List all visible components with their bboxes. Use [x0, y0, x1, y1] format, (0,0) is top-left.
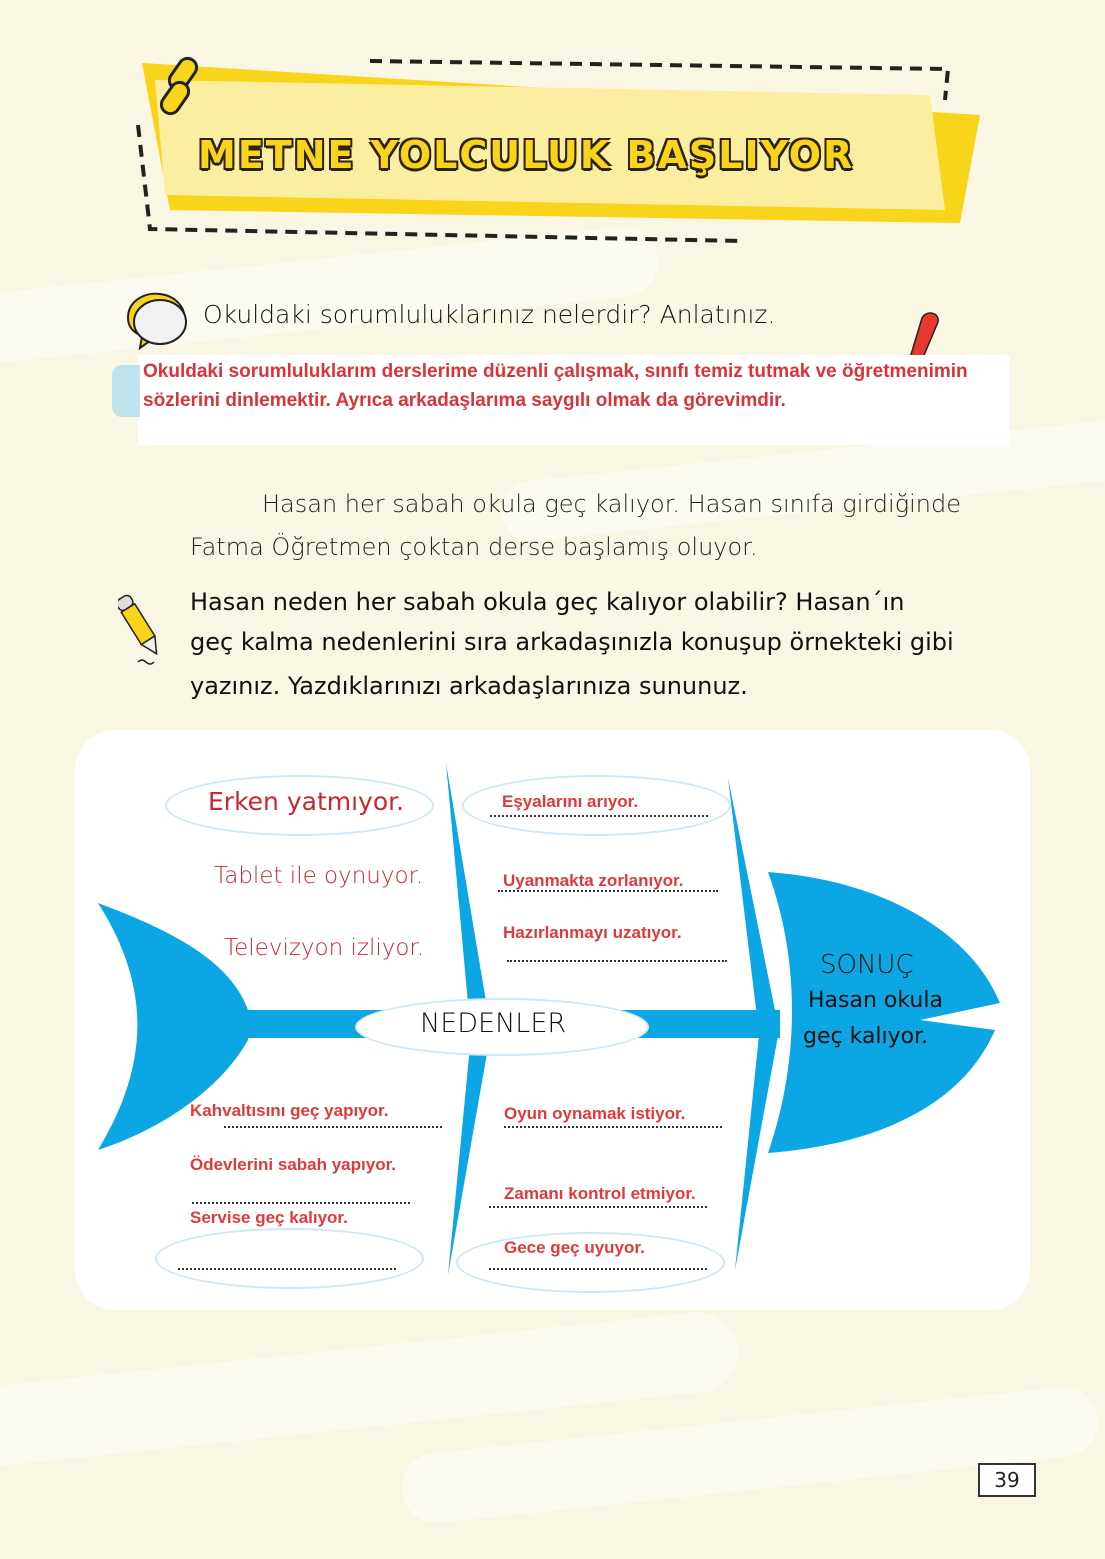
answer-line[interactable]	[498, 890, 718, 892]
answer-oval	[155, 1228, 424, 1289]
cause-bottom-left-1[interactable]: Kahvaltısını geç yapıyor.	[190, 1101, 389, 1120]
cause-top-right-2[interactable]: Uyanmakta zorlanıyor.	[503, 871, 684, 890]
answer-line[interactable]	[224, 1126, 442, 1128]
result-line-1: Hasan okula	[808, 988, 943, 1013]
answer-line[interactable]	[178, 1268, 396, 1270]
cause-bottom-right-1[interactable]: Oyun oynamak istiyor.	[504, 1104, 686, 1123]
cause-bottom-left-2[interactable]: Ödevlerini sabah yapıyor.	[190, 1155, 396, 1174]
result-line-2: geç kalıyor.	[803, 1024, 929, 1049]
task-line-2: geç kalma nedenlerini sıra arkadaşınızla konuşup örnekteki gibi	[190, 628, 954, 656]
answer-line[interactable]	[507, 960, 727, 962]
task-line-1: Hasan neden her sabah okula geç kalıyor olabilir? Hasan´ın	[190, 588, 905, 616]
cause-top-left-1: Erken yatmıyor.	[208, 787, 405, 816]
cause-top-left-2: Tablet ile oynuyor.	[214, 863, 424, 889]
answer-line[interactable]	[489, 1206, 707, 1208]
story-line-2: Fatma Öğretmen çoktan derse başlamış oluyor.	[190, 533, 758, 561]
spine-label: NEDENLER	[420, 1008, 567, 1039]
story-line-1: Hasan her sabah okula geç kalıyor. Hasan sınıfa girdiğinde	[262, 490, 961, 518]
answer-line[interactable]	[504, 1126, 722, 1128]
answer-line[interactable]	[490, 815, 708, 817]
result-title: SONUÇ	[820, 950, 914, 980]
discussion-answer[interactable]: Okuldaki sorumluluklarım derslerime düzenli çalışmak, sınıfı temiz tutmak ve öğretmenimin sözlerini dinlemektir. Ayrıca arkadaşlarıma saygılı olmak da görevimdir.	[143, 361, 968, 411]
page-title: METNE YOLCULUK BAŞLIYOR	[198, 133, 855, 177]
task-line-3: yazınız. Yazdıklarınızı arkadaşlarınıza sununuz.	[190, 672, 748, 700]
discussion-question: Okuldaki sorumluluklarınız nelerdir? Anlatınız.	[203, 300, 776, 329]
cause-bottom-right-3[interactable]: Gece geç uyuyor.	[504, 1238, 645, 1257]
answer-line[interactable]	[192, 1202, 410, 1204]
cause-top-left-3: Televizyon izliyor.	[224, 935, 425, 961]
cause-bottom-left-3[interactable]: Servise geç kalıyor.	[190, 1208, 348, 1227]
cause-top-right-1[interactable]: Eşyalarını arıyor.	[502, 792, 639, 811]
cause-top-right-3[interactable]: Hazırlanmayı uzatıyor.	[503, 923, 682, 942]
page-number: 39	[978, 1463, 1036, 1497]
cause-bottom-right-2[interactable]: Zamanı kontrol etmiyor.	[504, 1184, 696, 1203]
answer-line[interactable]	[489, 1268, 707, 1270]
